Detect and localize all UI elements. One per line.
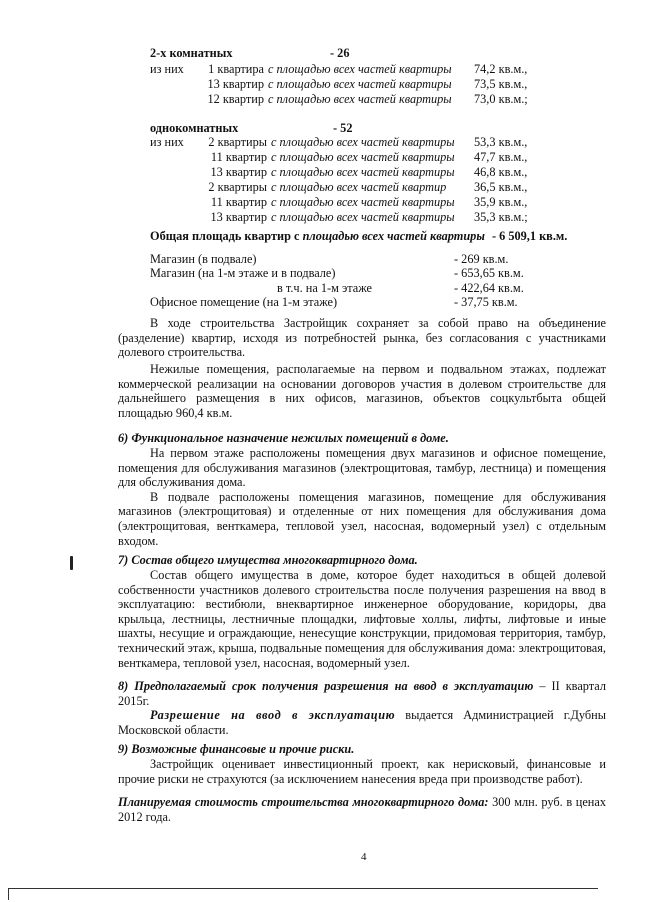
- scan-edge-tick: [8, 888, 9, 900]
- premises-name: Магазин (в подвале): [150, 252, 257, 266]
- apartment-area: 35,9 кв.м.,: [474, 195, 528, 209]
- apartment-area: 36,5 кв.м.,: [474, 180, 528, 194]
- two-room-count: - 26: [330, 46, 350, 60]
- apartment-area: 35,3 кв.м.;: [474, 210, 528, 224]
- apartment-row: 11 квартир с площадью всех частей квартиры: [210, 150, 455, 164]
- apartment-row: 1 квартира с площадью всех частей квартиры: [208, 62, 452, 76]
- paragraph-merge-rights: В ходе строительства Застройщик сохраняет за собой право на объединение (разделение) квартир, исходя из потребностей рынка, без согласования с участниками долевого строительства.: [118, 316, 606, 360]
- apartment-row: 2 квартиры с площадью всех частей квартир: [208, 180, 447, 194]
- apartment-row: 13 квартир с площадью всех частей квартиры: [210, 210, 455, 224]
- one-room-count: - 52: [333, 121, 353, 135]
- premises-value: - 269 кв.м.: [454, 252, 509, 266]
- total-area-line: Общая площадь квартир с площадью всех частей квартиры - 6 509,1 кв.м.: [150, 229, 568, 243]
- premises-name: Магазин (на 1-м этаже и в подвале): [150, 266, 336, 280]
- one-room-label: однокомнатных: [150, 121, 239, 135]
- apartment-area: 46,8 кв.м.,: [474, 165, 528, 179]
- apartment-area: 73,5 кв.м.,: [474, 77, 528, 91]
- apartment-row: 13 квартир с площадью всех частей квартиры: [207, 77, 452, 91]
- apartment-area: 53,3 кв.м.,: [474, 135, 528, 149]
- apartment-row: 12 квартир с площадью всех частей квартиры: [207, 92, 452, 106]
- apartment-row: 2 квартиры с площадью всех частей квартиры: [208, 135, 455, 149]
- margin-mark: [70, 556, 73, 570]
- section-9-text: Застройщик оценивает инвестиционный проект, как нерисковый, финансовые и прочие риски не страхуются (за исключением нанесения вреда при производстве работ).: [118, 757, 606, 786]
- section-7-text: Состав общего имущества в доме, которое будет находиться в общей долевой собственности участников долевого строительства после получения разрешения на ввод в эксплуатацию: вестибюли, внеквартирное инженерное оборудование, коридоры, два крыльца, лестницы, лестничные площадки, лифтовые холлы, лифты, лифтовые и иные шахты, несущие и ограждающие, ненесущие конструкции, придомовая территория, тамбур, технический этаж, крыша, подвальные помещения для обслуживания дома: электрощитовая, венткамера, тепловой узел, насосная, водомерный узел.: [118, 568, 606, 670]
- premises-name: Офисное помещение (на 1-м этаже): [150, 295, 338, 309]
- apartment-area: 74,2 кв.м.,: [474, 62, 528, 76]
- section-8-text: 8) Предполагаемый срок получения разрешения на ввод в эксплуатацию – II квартал 2015г. Разрешение на ввод в эксплуатацию выдается Администрацией г.Дубны Московской области.: [118, 679, 606, 737]
- premises-value: - 37,75 кв.м.: [454, 295, 518, 309]
- section-7-heading: 7) Состав общего имущества многоквартирного дома.: [118, 553, 418, 567]
- section-6-text: На первом этаже расположены помещения двух магазинов и офисное помещение, помещения для обслуживания магазинов (электрощитовая, тамбур, лестница) и помещения для обслуживания дома. В подвале расположены помещения магазинов, помещение для обслуживания магазинов (электрощитовая) и отделенные от них помещения для обслуживания дома (электрощитовая, венткамера, тепловой узел, насосная, водомерный узел) с отдельным входом.: [118, 446, 606, 548]
- apartment-row: 13 квартир с площадью всех частей квартиры: [210, 165, 455, 179]
- premises-name: в т.ч. на 1-м этаже: [277, 281, 373, 295]
- paragraph-nonresidential: Нежилые помещения, располагаемые на первом и подвальном этажах, подлежат коммерческой реализации на основании договоров участия в долевом строительстве для дальнейшего размещения в них офисов, магазинов, объектов соцкультбыта общей площадью 960,4 кв.м.: [118, 362, 606, 420]
- one-room-prefix: из них: [150, 135, 184, 149]
- two-room-label: 2-х комнатных: [150, 46, 233, 60]
- scan-edge-line: [8, 888, 598, 889]
- apartment-area: 73,0 кв.м.;: [474, 92, 528, 106]
- section-6-heading: 6) Функциональное назначение нежилых помещений в доме.: [118, 431, 449, 445]
- apartment-row: 11 квартир с площадью всех частей квартиры: [210, 195, 455, 209]
- premises-value: - 653,65 кв.м.: [454, 266, 524, 280]
- two-room-prefix: из них: [150, 62, 184, 76]
- planned-cost: Планируемая стоимость строительства многоквартирного дома: 300 млн. руб. в ценах 2012 года.: [118, 795, 606, 824]
- section-9-heading: 9) Возможные финансовые и прочие риски.: [118, 742, 355, 756]
- apartment-area: 47,7 кв.м.,: [474, 150, 528, 164]
- premises-value: - 422,64 кв.м.: [454, 281, 524, 295]
- page-number: 4: [361, 851, 367, 863]
